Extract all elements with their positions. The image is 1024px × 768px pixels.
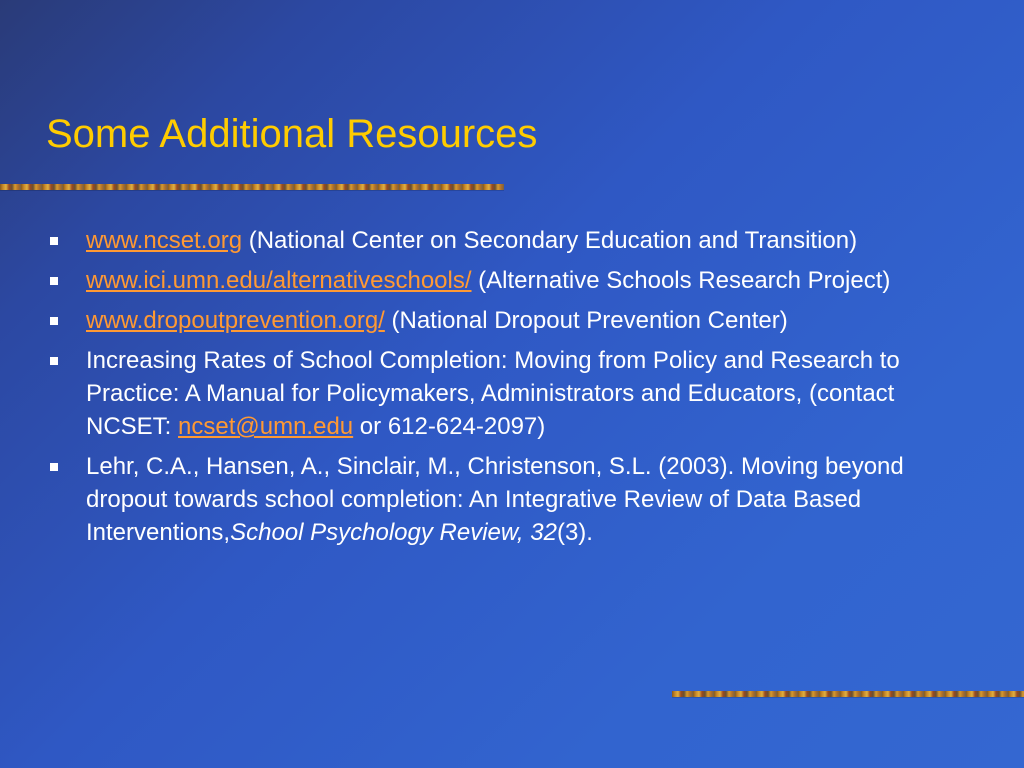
- ncset-link[interactable]: www.ncset.org: [86, 227, 243, 254]
- decorative-bar-bottom: [672, 691, 1024, 697]
- citation-text: Lehr, C.A., Hansen, A., Sinclair, M., Christenson, S.L. (2003). Moving beyond dropout towards school completion: An Integrative Review of Data Based Interventions,: [86, 453, 904, 546]
- manual-description: Increasing Rates of School Completion: Moving from Policy and Research to Practice: A Manual for Policymakers, Administrators and Educators, (contact NCSET:: [86, 347, 900, 440]
- manual-contact-phone: or 612-624-2097): [353, 413, 546, 440]
- resource-list: [46, 224, 946, 549]
- dropout-prevention-link[interactable]: www.dropoutprevention.org/: [86, 307, 385, 334]
- square-bullet-icon: [50, 463, 58, 471]
- ncset-email-link[interactable]: ncset@umn.edu: [178, 413, 354, 440]
- slide-content: [46, 224, 946, 556]
- square-bullet-icon: [50, 357, 58, 365]
- dropout-prevention-description: (National Dropout Prevention Center): [384, 307, 788, 334]
- resource-item-manual: [46, 344, 946, 443]
- square-bullet-icon: [50, 317, 58, 325]
- slide-title: Some Additional Resources: [46, 112, 538, 156]
- citation-journal: School Psychology Review, 32: [230, 519, 557, 546]
- ncset-description: (National Center on Secondary Education and Transition): [242, 227, 858, 254]
- resource-item-alternative-schools: [46, 264, 946, 297]
- square-bullet-icon: [50, 277, 58, 285]
- resource-item-citation: [46, 450, 946, 549]
- citation-issue: (3).: [556, 519, 593, 546]
- resource-item-ncset: [46, 224, 946, 257]
- alternative-schools-link[interactable]: www.ici.umn.edu/alternativeschools/: [86, 267, 472, 294]
- alternative-schools-description: (Alternative Schools Research Project): [471, 267, 891, 294]
- square-bullet-icon: [50, 237, 58, 245]
- decorative-bar-top: [0, 184, 504, 190]
- resource-item-dropout-prevention: [46, 304, 946, 337]
